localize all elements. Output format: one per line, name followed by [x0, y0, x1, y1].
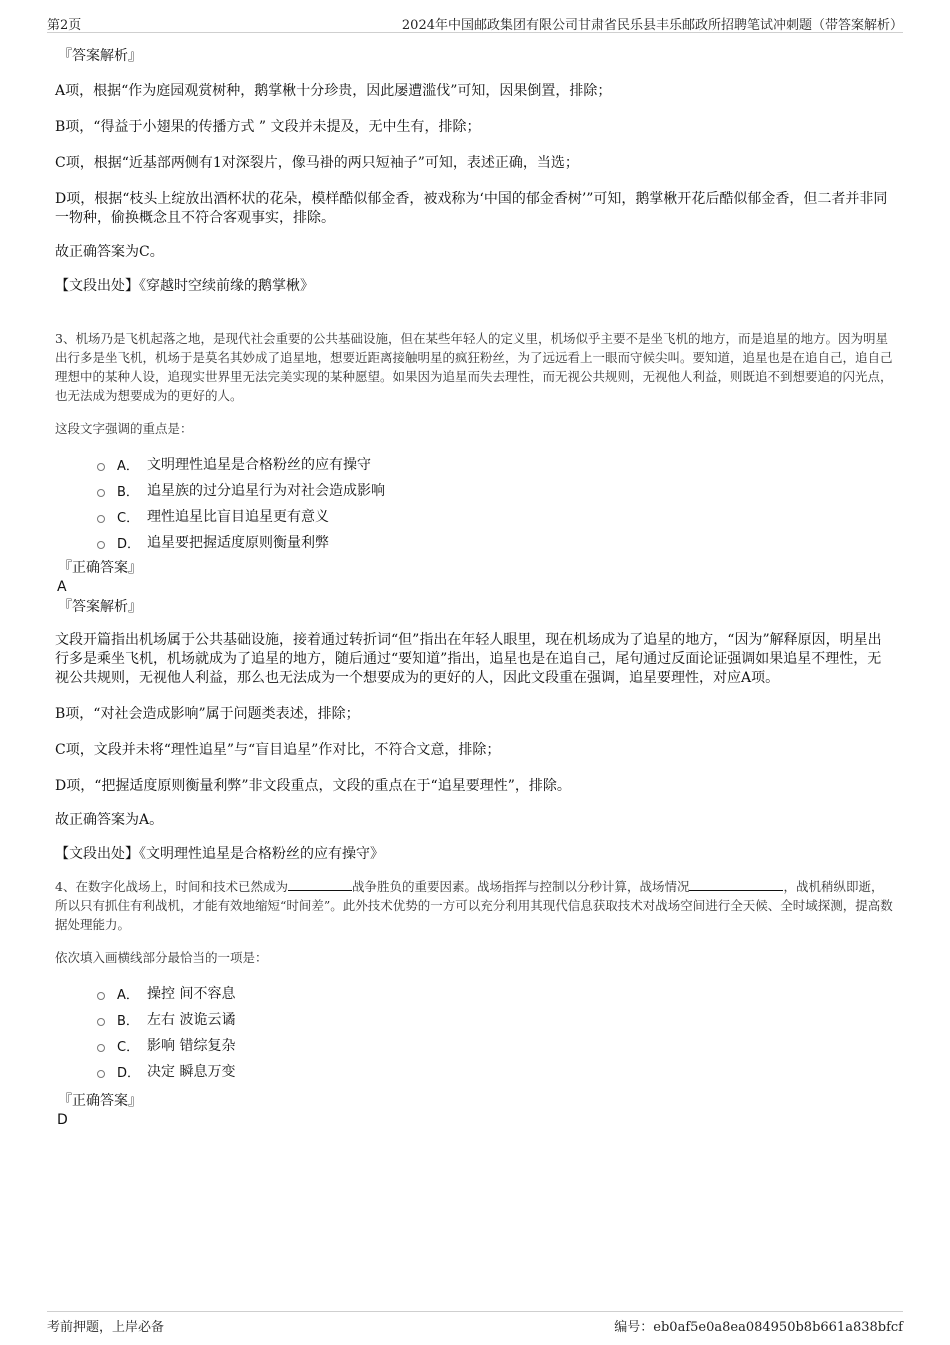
q3-option-b[interactable]: B． 追星族的过分追星行为对社会造成影响	[97, 477, 895, 503]
q4-options	[97, 980, 895, 1084]
q3-option-a[interactable]: A． 文明理性追星是合格粉丝的应有操守	[97, 451, 895, 477]
q4-stem: 4、在数字化战场上，时间和技术已然成为 战争胜负的重要因素。战场指挥与控制以分秒计算，战场情况 ，战机稍纵即逝，所以只有抓住有利战机，才能有效地缩短“时间差”。此外技术优势的一方可以充分利用其现代信息获取技术对战场空间进行全天候、全时域探测，提高数据处理能力。	[55, 876, 895, 934]
q3-analysis: 文段开篇指出机场属于公共基础设施，接着通过转折词“但”指出在年轻人眼里，现在机场成为了追星的地方，“因为”解释原因，明星出行多是乘坐飞机，机场就成为了追星的地方，随后通过“要知道”指出，追星也是在追自己，尾句通过反面论证强调如果追星不理性，无视公共规则，无视他人利益，那么也无法成为一个想要成为的更好的人，因此文段重在强调，追星要理性，对应A项。	[55, 632, 882, 686]
q2-source: 【文段出处】《穿越时空续前缘的鹅掌楸》	[55, 278, 314, 294]
q3-option-c[interactable]: C． 理性追星比盲目追星更有意义	[97, 503, 895, 529]
q3-prompt: 这段文字强调的重点是：	[55, 421, 193, 436]
q3-answer-label: 『正确答案』	[58, 560, 142, 576]
footer-slogan: 考前押题，上岸必备	[47, 1320, 165, 1335]
q3-analysis-d: D项，“把握适度原则衡量利弊”非文段重点，文段的重点在于“追星要理性”，排除。	[55, 778, 571, 794]
radio-icon[interactable]	[97, 1018, 105, 1026]
q4-answer: D	[57, 1112, 68, 1128]
q3-analysis-b: B项，“对社会造成影响”属于问题类表述，排除；	[55, 706, 360, 722]
q4-blank-1	[288, 876, 352, 891]
page-footer	[47, 1311, 903, 1334]
q4-option-a[interactable]: A． 操控 间不容息	[97, 980, 895, 1006]
q3-source: 【文段出处】《文明理性追星是合格粉丝的应有操守》	[55, 846, 384, 862]
radio-icon[interactable]	[97, 515, 105, 523]
q4-option-c[interactable]: C． 影响 错综复杂	[97, 1032, 895, 1058]
q4-option-b[interactable]: B． 左右 波诡云谲	[97, 1006, 895, 1032]
q2-analysis-label: 『答案解析』	[58, 48, 142, 64]
q4-prompt: 依次填入画横线部分最恰当的一项是：	[55, 950, 268, 965]
radio-icon[interactable]	[97, 1044, 105, 1052]
radio-icon[interactable]	[97, 463, 105, 471]
q3-conclusion: 故正确答案为A。	[55, 812, 164, 828]
radio-icon[interactable]	[97, 1070, 105, 1078]
document-body	[55, 44, 895, 1130]
page-header	[47, 12, 903, 33]
q2-analysis-b: B项，“得益于小翅果的传播方式 ” 文段并未提及，无中生有，排除；	[55, 119, 481, 135]
q3-option-d[interactable]: D． 追星要把握适度原则衡量利弊	[97, 529, 895, 555]
q2-analysis-d: D项，根据“枝头上绽放出酒杯状的花朵，模样酷似郁金香，被戏称为‘中国的郁金香树’”可知，鹅掌楸开花后酷似郁金香，但二者并非同一物种，偷换概念且不符合客观事实，排除。	[55, 191, 888, 226]
document-id: 编号：eb0af5e0a8ea084950b8b661a838bfcf	[614, 1320, 903, 1335]
q2-conclusion: 故正确答案为C。	[55, 244, 164, 260]
q3-options	[97, 451, 895, 555]
q3-answer: A	[57, 579, 67, 595]
q3-analysis-label: 『答案解析』	[58, 599, 142, 615]
page-number: 第2页	[47, 18, 82, 33]
radio-icon[interactable]	[97, 992, 105, 1000]
radio-icon[interactable]	[97, 489, 105, 497]
q4-blank-2	[689, 876, 783, 891]
q3-analysis-c: C项，文段并未将“理性追星”与“盲目追星”作对比，不符合文意，排除；	[55, 742, 501, 758]
radio-icon[interactable]	[97, 541, 105, 549]
q2-analysis-c: C项，根据“近基部两侧有1对深裂片，像马褂的两只短袖子”可知，表述正确，当选；	[55, 155, 579, 171]
document-title: 2024年中国邮政集团有限公司甘肃省民乐县丰乐邮政所招聘笔试冲刺题（带答案解析）	[401, 18, 903, 33]
q4-option-d[interactable]: D． 决定 瞬息万变	[97, 1058, 895, 1084]
q2-analysis-a: A项，根据“作为庭园观赏树种，鹅掌楸十分珍贵，因此屡遭滥伐”可知，因果倒置，排除；	[55, 83, 612, 99]
q3-stem: 3、机场乃是飞机起落之地，是现代社会重要的公共基础设施，但在某些年轻人的定义里，机场似乎主要不是坐飞机的地方，而是追星的地方。因为明星出行多是坐飞机，机场于是莫名其妙成了追星地，想要近距离接触明星的疯狂粉丝，为了远远看上一眼而守候尖叫。要知道，追星也是在追自己，追自己理想中的某种人设，追现实世界里无法完美实现的某种愿望。如果因为追星而失去理性，而无视公共规则，无视他人利益，则既追不到想要追的闪光点，也无法成为想要成为的更好的人。	[55, 331, 893, 403]
q4-answer-label: 『正确答案』	[58, 1093, 142, 1109]
